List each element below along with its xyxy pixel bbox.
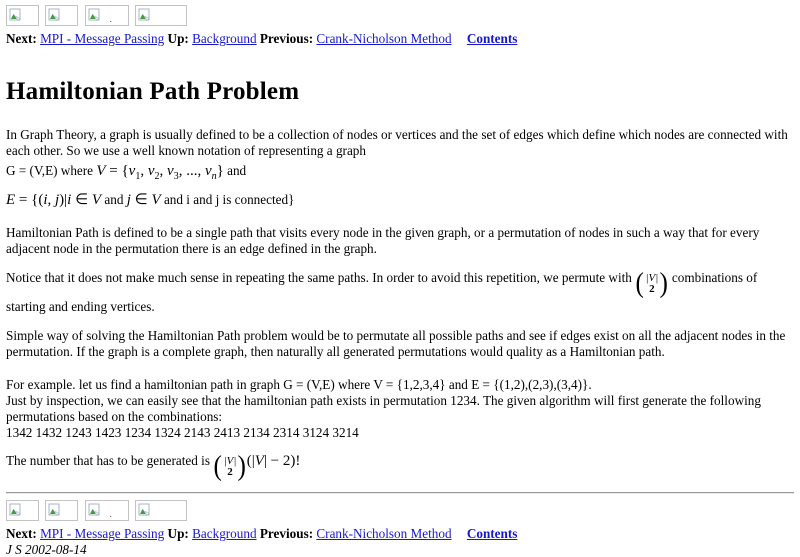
edge-and-text: and	[101, 192, 127, 207]
binomial-coefficient-2	[213, 452, 246, 482]
j-in-v-formula: j ∈ V	[126, 192, 161, 208]
top-navigation	[6, 31, 794, 46]
broken-image-glyph	[88, 8, 102, 22]
up-label: Up:	[167, 526, 189, 541]
example-paragraph	[6, 377, 794, 441]
factorial-formula: (|V| − 2)!	[246, 453, 301, 469]
vertex-set-formula: $V = \{v_1$, $v_2$, $v_3$, ..., $v_n$}	[96, 163, 224, 182]
right-paren: )	[659, 268, 669, 299]
edge-tail-text: and i and j is connected}	[160, 192, 295, 207]
example-line2: Just by inspection, we can easily see that the hamiltonian path exists in permutation 1234. The given algorithm will first generate the following permutations based on the combinations:	[6, 393, 761, 424]
binomial-bottom: 2	[649, 283, 655, 295]
bottom-navigation	[6, 526, 794, 541]
previous-label: Previous:	[259, 31, 314, 46]
broken-image-glyph	[9, 503, 23, 517]
up-link[interactable]: Background	[192, 526, 257, 541]
broken-image-glyph	[138, 503, 152, 517]
binomial-top: |V|	[223, 455, 237, 467]
left-paren: (	[213, 451, 223, 482]
top-nav-icon-row	[6, 5, 794, 27]
contents-broken-image-icon[interactable]	[135, 5, 187, 26]
up-broken-image-icon[interactable]	[45, 5, 78, 26]
broken-image-glyph	[9, 8, 23, 22]
repetition-text-before: Notice that it does not make much sense in repeating the same paths. In order to avoid this repetition, we permute with	[6, 270, 636, 285]
graph-definition-line	[6, 159, 794, 183]
previous-label: Previous:	[259, 526, 314, 541]
contents-link[interactable]: Contents	[466, 31, 518, 46]
binomial-bottom: 2	[227, 466, 233, 478]
permutation-list: 1342 1432 1243 1423 1234 1324 2143 2413 2134 2314 3124 3214	[6, 425, 359, 440]
count-text-before: The number that has to be generated is	[6, 453, 214, 468]
binomial-coefficient	[635, 269, 668, 299]
next-label: Next:	[6, 31, 37, 46]
broken-image-glyph	[138, 8, 152, 22]
intro-paragraph: In Graph Theory, a graph is usually defined to be a collection of nodes or vertices and the set of edges which define which nodes are connected with each other. So we use a well known notation of representing a graph	[6, 127, 788, 158]
previous-broken-image-icon[interactable]	[85, 5, 129, 26]
broken-image-glyph	[48, 8, 62, 22]
alt-text-remnant: .	[109, 509, 112, 519]
up-link[interactable]: Background	[192, 31, 257, 46]
simple-way-paragraph: Simple way of solving the Hamiltonian Path problem would be to permutate all possible paths and see if edges exist on all the adjacent nodes in the permutation. If the graph is a complete graph, then naturally all generated permutations would quality as a Hamiltonian path.	[6, 328, 786, 359]
previous-link[interactable]: Crank-Nicholson Method	[316, 526, 452, 541]
repetition-text-after: combinations of starting and ending vertices.	[6, 270, 758, 314]
author-date-address: J S 2002-08-14	[6, 542, 87, 557]
g-definition-suffix: and	[223, 163, 247, 178]
bottom-nav-icon-row	[6, 500, 794, 522]
count-formula-line	[6, 445, 794, 482]
repetition-paragraph	[6, 269, 794, 315]
previous-link[interactable]: Crank-Nicholson Method	[316, 31, 452, 46]
g-definition-prefix: G = (V,E) where	[6, 163, 97, 178]
broken-image-glyph	[88, 503, 102, 517]
next-broken-image-icon[interactable]	[6, 5, 39, 26]
example-line1: For example. let us find a hamiltonian path in graph G = (V,E) where V = {1,2,3,4} and E = {(1,2),(2,3),(3,4)}.	[6, 377, 592, 392]
up-broken-image-icon[interactable]	[45, 500, 78, 521]
binomial-top: |V|	[645, 272, 659, 284]
contents-link[interactable]: Contents	[466, 526, 518, 541]
alt-text-remnant: .	[109, 14, 112, 24]
edge-set-formula: E = {(i, j)|i ∈ V	[6, 192, 102, 208]
page-title: Hamiltonian Path Problem	[6, 78, 300, 105]
right-paren: )	[237, 451, 247, 482]
previous-broken-image-icon[interactable]	[85, 500, 129, 521]
footer-divider	[6, 492, 794, 494]
left-paren: (	[635, 268, 645, 299]
next-label: Next:	[6, 526, 37, 541]
next-broken-image-icon[interactable]	[6, 500, 39, 521]
edge-definition-line	[6, 187, 794, 213]
hamiltonian-definition-paragraph: Hamiltonian Path is defined to be a single path that visits every node in the given graph, or a permutation of nodes in such a way that for every adjacent node in the permutation there is an edge defined in the graph.	[6, 225, 760, 256]
up-label: Up:	[167, 31, 189, 46]
broken-image-glyph	[48, 503, 62, 517]
next-link[interactable]: MPI - Message Passing	[40, 526, 165, 541]
contents-broken-image-icon[interactable]	[135, 500, 187, 521]
next-link[interactable]: MPI - Message Passing	[40, 31, 165, 46]
